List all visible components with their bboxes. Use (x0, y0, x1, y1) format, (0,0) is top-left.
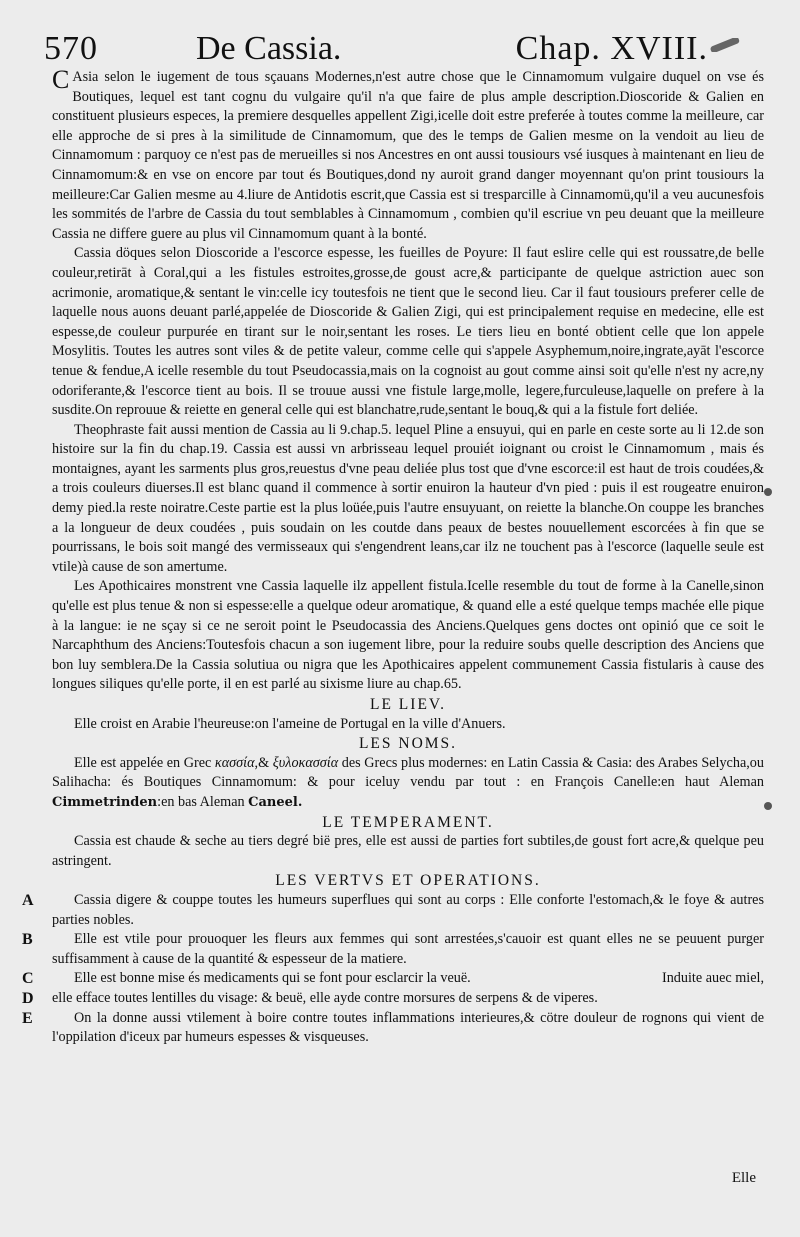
margin-letter: A (22, 891, 34, 909)
margin-letter: B (22, 931, 33, 949)
paragraph-4: Les Apothicaires monstrent vne Cassia laquelle ilz appellent fistula.Icelle resemble du tout de forme à la Canelle,sinon qu'elle est plus tenue & non si espesse:elle a quelque odeur aromatique, & quand elle a esté quelque temps machée elle pique à la langue: ie ne sçay si ce ne seroit point le Pseudocassia des Anciens.Quelques gens doctes ont opinió que ce soit le Narcaphthum des Anciens:Toutesfois chacun a son iugement libre, pour la reduire soubs quelle description des Anciens que bon luy semblera.De la Cassia solutiua ou nigra que les Apothicaires appelent communement Cassia fistularis à cause des longues siliques qu'elle porte, il en est parlé au sixisme liure au chap.65. (52, 578, 764, 693)
noms-heading: LES NOMS. (358, 735, 458, 753)
page-number: 570 (44, 30, 98, 67)
margin-letter: C (22, 970, 34, 988)
margin-letter: E (22, 1009, 33, 1027)
operation-b (22, 930, 764, 969)
operation-e (22, 1009, 764, 1048)
operation-text: Cassia digere & couppe toutes les humeurs superflues qui sont au corps : Elle conforte l'estomach,& le foye & autres parties nobles. (52, 891, 764, 928)
vertus-heading: LES VERTVS ET OPERATIONS. (275, 872, 541, 890)
operation-text (52, 969, 764, 989)
noms-part-2: ,& (254, 754, 273, 771)
chapter-label: Chap. XVIII. (515, 30, 708, 67)
noms-part-4: :en bas Aleman (157, 793, 249, 810)
greek-term-2: ξυλοκασσία (272, 754, 339, 771)
operation-a (22, 891, 764, 930)
noms-part-1: Elle est appelée en Grec (74, 754, 215, 771)
paragraph-1-text: Asia selon le iugement de tous sçauans Modernes,n'est autre chose que le Cinnamomum vulgaire duquel on vse és Boutiques, lequel est tant cognu du vulgaire qu'il n'a que faire de plus ample description.Dioscoride & Galien en constituent plusieurs especes, la premiere desquelles appellent Zigi,icelle doit estre preferée à toutes comme la meilleure, car elle approche de si pres à la similitude de Cinnamomum, que des le temps de Galien mesme on la vendoit au lieu de Cinnamomum : parquoy ce n'est pas de merueilles si nos Ancestres en ont aussi tousiours vsé iusques à maintenant en lieu de Cinnamomum:& en vse on encore par tout és Boutiques,dond ny auroit grand danger moyennant qu'on print tousiours la meilleure:Car Galien mesme au 4.liure de Antidotis escrit,que Cassia est si tresparcille à Cinnamomü,qu'il a veu aucunesfois les sommités de l'arbre de Cassia du tout semblables à Cinnamomum , combien qu'il escriue vn peu deuant que la meilleure Cassia ne differe guere au plus vil Cinnamomum quant à la bonté. (52, 69, 764, 242)
lieu-heading: LE LIEV. (370, 696, 446, 713)
margin-letter: D (22, 989, 34, 1007)
operation-c (22, 969, 764, 989)
german-term-2: Caneel. (248, 794, 303, 810)
ink-speck-icon (764, 802, 772, 810)
drop-cap: C (52, 65, 70, 94)
lieu-text: Elle croist en Arabie l'heureuse:on l'ameine de Portugal en la ville d'Anuers. (74, 715, 506, 732)
operation-c-text: Elle est bonne mise és medicaments qui se font pour esclarcir la veuë. (74, 970, 471, 987)
greek-term-1: κασσία (214, 754, 255, 771)
paragraph-1 (52, 65, 764, 244)
paragraph-2: Cassia döques selon Dioscoride a l'escorce espesse, les fueilles de Poyure: Il faut eslire celle qui est roussatre,de belle couleur,retirāt à Coral,qui a les fistules estroites,grosse,de goust acre,& participante de quelque astriction auec son acrimonie, aromatique,& sentant le vin:celle icy toutesfois ne tient que le second lieu. Car il faut tousiours preferer celle de laquelle nous auons deuant parlé,appelée de Dioscoride & Galien Zigi, qui est principalement requise en medecine, elle est espesse,de couleur purpurée en tirant sur le noir,sentant les roses. Le tiers lieu en bonté obtient celle que lon appele Mosylitis. Toutes les autres sont viles & de petite valeur, comme celle qui s'appele Asyphemum,noire,ingrate,ayāt l'escorce tenue & fendue,A icelle resemble du tout Pseudocassia,mais on la cognoist au gout comme ainsi soit qu'elle n'est ny acre,ny odoriferante,& l'escorce tient au bois. Il se trouue aussi vne fistule large,molle, legere,furculeuse,laquelle on prefere à la susdite.On reprouue & reiette en general celle qui est blanchatre,rude,sentant le bouq,& qui a la fistule fort deliée. (52, 245, 764, 419)
operation-c-continuation: Induite auec miel, (661, 970, 764, 987)
page-title: De Cassia. (196, 30, 342, 67)
ink-stamp-icon (706, 38, 746, 52)
temperament-heading: LE TEMPERAMENT. (322, 813, 494, 831)
noms-part-3: des Grecs plus modernes: en Latin Cassia & Casia: des Arabes Selycha,ou Salihacha: és Boutiques Cinnamomum: & pour iceluy vendu par tout : en François Canelle:en haut Aleman (52, 754, 764, 791)
paragraph-3: Theophraste fait aussi mention de Cassia au li 9.chap.5. lequel Pline a ensuyui, qui en parle en ceste sorte au li 12.de son histoire sur la fin du chap.19. Cassia est aussi vn arbrisseau lequel prouiét ioignant ou croist le Cinnamomum , mais és montaignes, ayant les sarments plus gros,reuestus d'vne peau deliée plus tost que d'vne escorce:il est haut de trois coudées,& a trois couleurs diuerses.Il est blanc quand il commence à sortir enuiron la hauteur d'vn pied : puis il est rougeatre enuiron demy pied.la reste noiratre.Ceste partie est la plus loüée,puis l'autre ensuyuant, on reiette la blanche.On couppe les branches a la longueur de deux coudées , puis soudain on les coutde dans peaux de bestes nouuellement escorcées à fin que se pourrissans, le bois soit mangé des vermisseaux qui s'engendrent leans,car ilz ne touchent pas à l'escorce (laquelle seule est vtile)à cause de son amertume. (52, 421, 764, 575)
catchword: Elle (731, 1170, 756, 1186)
operation-text: elle efface toutes lentilles du visage: & beuë, elle ayde contre morsures de serpens & de viperes. (52, 989, 598, 1006)
ink-speck-icon (764, 488, 772, 496)
operation-text: On la donne aussi vtilement à boire contre toutes inflammations interieures,& cötre douleur de rognons qui vient de l'oppilation d'iceux par humeurs espesses & visqueuses. (52, 1009, 764, 1046)
temperament-text: Cassia est chaude & seche au tiers degré bië pres, elle est aussi de parties fort subtiles,de goust fort acre,& quelque peu astringent. (52, 833, 764, 869)
text-body (22, 65, 764, 1048)
german-term-1: Cimmetrinden (52, 794, 158, 810)
operation-text: Elle est vtile pour prouoquer les fleurs aux femmes qui sont arrestées,s'cauoir est quant elles ne se peuuent purger suffisamment à cause de la quantité & espesseur de la matiere. (52, 931, 764, 967)
noms-text (52, 754, 764, 813)
operation-d (22, 989, 764, 1009)
